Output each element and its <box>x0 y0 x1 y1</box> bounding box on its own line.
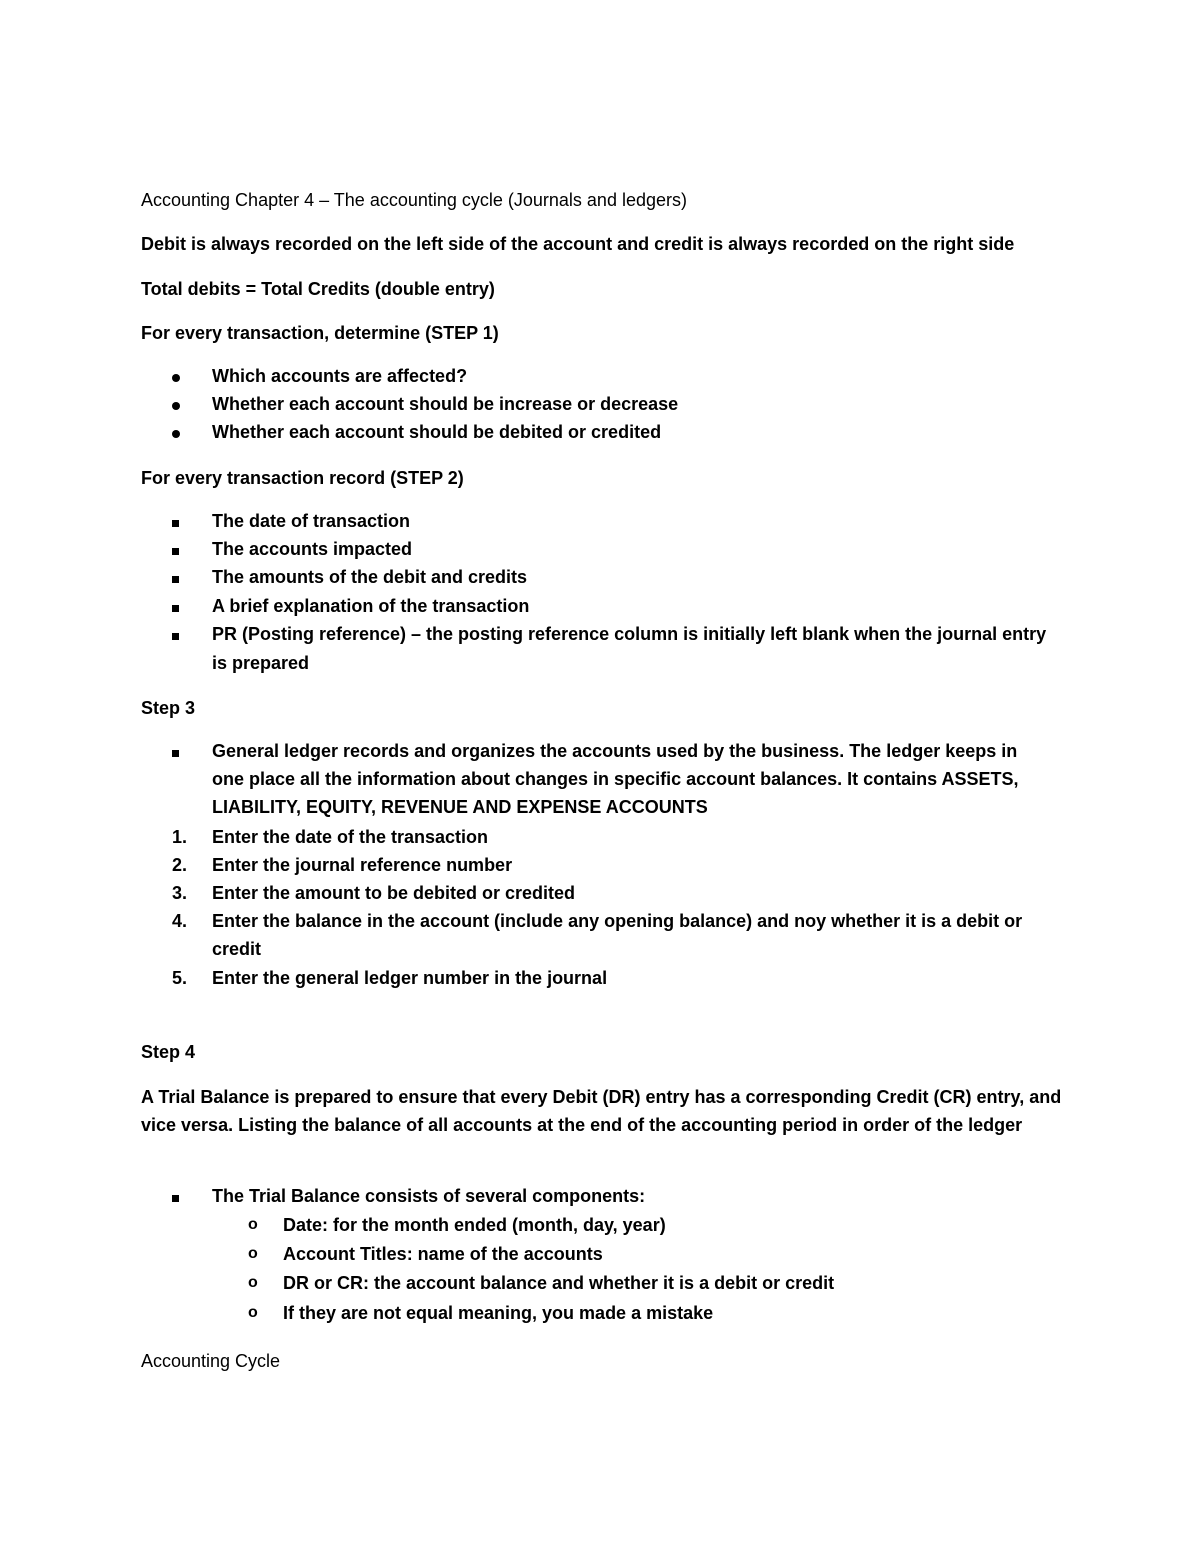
step3-heading: Step 3 <box>141 698 196 718</box>
double-entry-rule: Total debits = Total Credits (double entry) <box>141 279 495 299</box>
bullet-square-icon <box>172 594 202 618</box>
bullet-dot-icon <box>172 420 202 444</box>
debit-credit-rule: Debit is always recorded on the left side of the account and credit is always recorded on the right side <box>141 234 1015 254</box>
bullet-dot-icon <box>172 392 202 416</box>
bullet-dot-icon <box>172 364 202 388</box>
document-page: Accounting Chapter 4 – The accounting cycle (Journals and ledgers) Debit is always recorded on the left side of the account and credit is always recorded on the right side Total debits = Total Credits (double entry) For every transaction, determine (STEP 1) Which accounts are affected? Whether each account should be increase or decrease Whether each account should be debited or credited For every transaction record (STEP 2) The date of transaction The accounts impacted The amounts of the debit and credits A brief explanation of the transaction PR (Posting reference) – the posting reference column is initially left blank when the journal entry is prepared Step 3 General ledger records and organizes the accounts used by the business. The ledger keeps in one place all the information about changes in specific account balances. It contains ASSETS, LIABILITY, EQUITY, REVENUE AND EXPENSE ACCOUNTS 1. Enter the date of the transaction 2. Enter the journal reference number 3. Enter the amount to be debited or credited 4. Enter the balance in the account (include any opening balance) and noy whether it is a debit or credit 5. Enter the general ledger number in the journal Step 4 A Trial Balance is prepared to ensure that every Debit (DR) entry has a corresponding Credit (CR) entry, and vice versa. Listing the balance of all accounts at the end of the accounting period in order of the ledger The Trial Balance consists of several components: o Date: for the month ended (month, day, year) o Account Titles: name of the accounts o DR or CR: the account balance and whether it is a debit or credit o If they are not equal meaning, you made a mistake Accounting Cycle <box>0 0 1200 1553</box>
bullet-circle-icon: o <box>248 1274 258 1291</box>
bullet-circle-icon: o <box>248 1304 258 1321</box>
trial-balance-paragraph: A Trial Balance is prepared to ensure that every Debit (DR) entry has a corresponding Credit (CR) entry, and vice versa. Listing the balance of all accounts at the end of the accounting period in order of the ledger <box>141 1087 1062 1135</box>
step1-heading: For every transaction, determine (STEP 1) <box>141 323 499 343</box>
accounting-cycle-heading: Accounting Cycle <box>141 1351 281 1371</box>
bullet-circle-icon: o <box>248 1216 258 1233</box>
bullet-square-icon <box>172 1184 202 1208</box>
document-title: Accounting Chapter 4 – The accounting cycle (Journals and ledgers) <box>141 190 687 210</box>
step4-heading: Step 4 <box>141 1042 196 1062</box>
bullet-circle-icon: o <box>248 1245 258 1262</box>
bullet-square-icon <box>172 622 202 646</box>
bullet-square-icon <box>172 565 202 589</box>
bullet-square-icon <box>172 509 202 533</box>
bullet-square-icon <box>172 537 202 561</box>
bullet-square-icon <box>172 739 202 763</box>
step2-heading: For every transaction record (STEP 2) <box>141 468 464 488</box>
